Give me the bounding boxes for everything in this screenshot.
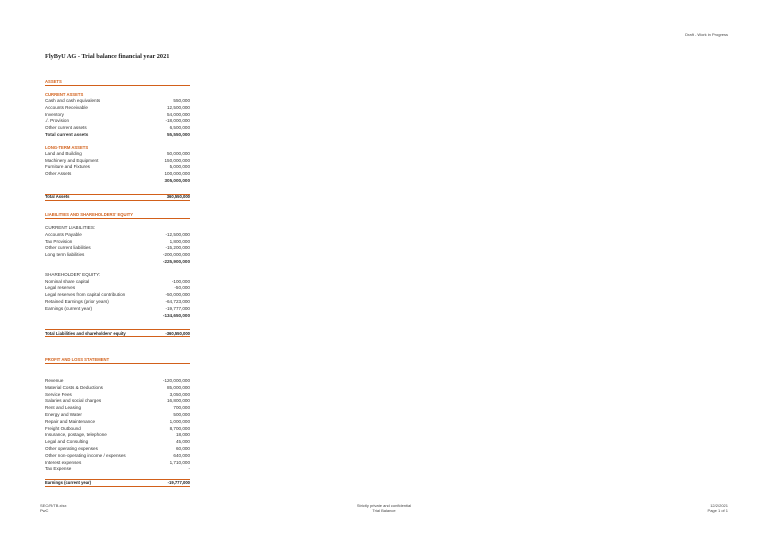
line-item-row: [45, 151, 190, 158]
line-item-row: [45, 299, 190, 306]
current-assets-list: [45, 98, 190, 132]
line-item-row: [45, 432, 190, 439]
line-item-value: -50,000: [174, 285, 190, 291]
line-item-value: 12,500,000: [167, 104, 190, 110]
line-item-value: -100,000: [171, 278, 190, 284]
current-liabilities-list: [45, 232, 190, 259]
line-item-value: -18,000,000: [165, 118, 190, 124]
line-item-label: Tax Provision: [45, 238, 73, 244]
line-item-row: [45, 306, 190, 313]
line-item-label: Material Costs & Deductions: [45, 384, 103, 390]
total-equity-row: -134,650,000: [162, 312, 190, 318]
line-item-value: -50,000,000: [165, 292, 190, 298]
line-item-row: [45, 239, 190, 246]
shareholder-equity-heading: SHAREHOLDER' EQUITY:: [45, 271, 101, 277]
footer-right: [708, 503, 728, 513]
line-item-value: 640,000: [173, 452, 190, 458]
line-item-row: [45, 446, 190, 453]
line-item-label: Legal and Consulting: [45, 439, 89, 445]
line-item-row: [45, 460, 190, 467]
footer-date: 12/2/2021: [710, 503, 728, 508]
line-item-label: Nominal share capital: [45, 278, 90, 284]
line-item-label: Accounts Receivable: [45, 104, 88, 110]
line-item-row: [45, 118, 190, 125]
line-item-label: Machinery and Equipment: [45, 157, 99, 163]
line-item-label: Furniture and Fixtures: [45, 164, 90, 170]
line-item-value: 5,000,000: [169, 164, 190, 170]
line-item-label: Salaries and social charges: [45, 398, 102, 404]
long-term-assets-list: [45, 151, 190, 178]
line-item-row: [45, 125, 190, 132]
line-item-row: [45, 279, 190, 286]
line-item-value: 150,000,000: [164, 157, 190, 163]
line-item-label: Interest expenses: [45, 459, 82, 465]
line-item-row: [45, 98, 190, 105]
line-item-row: [45, 164, 190, 171]
line-item-value: 1,000,000: [169, 418, 190, 424]
liabilities-heading: LIABILITIES AND SHAREHOLDERS' EQUITY: [45, 212, 190, 219]
line-item-row: [45, 158, 190, 165]
current-liabilities-heading: CURRENT LIABILITIES:: [45, 225, 96, 230]
line-item-label: Legal reserves from capital contribution: [45, 292, 126, 298]
line-item-label: Inventory: [45, 111, 64, 117]
pnl-section: [45, 357, 190, 473]
line-item-value: -19,777,000: [165, 305, 190, 311]
total-liabilities-divider: [45, 328, 190, 330]
pnl-list: [45, 378, 190, 473]
current-assets-heading: CURRENT ASSETS: [45, 92, 84, 97]
line-item-value: 1,710,000: [169, 459, 190, 465]
document-title: FlyByU AG - Trial balance financial year 2021: [45, 53, 170, 60]
line-item-row: [45, 285, 190, 292]
line-item-value: 60,000: [175, 445, 190, 451]
footer-center: [334, 503, 434, 513]
footer-confidentiality: Strictly private and confidential: [356, 503, 412, 508]
total-liabilities-row: Total Liabilities and shareholders' equity -360,550,000: [45, 331, 190, 336]
total-long-term-assets-row: 305,000,000: [164, 177, 190, 183]
line-item-row: [45, 171, 190, 178]
line-item-value: 100,000,000: [164, 171, 190, 177]
line-item-row: [45, 378, 190, 385]
line-item-label: Freight Outbound: [45, 425, 81, 431]
footer-page-number: Page 1 of 1: [707, 508, 728, 513]
line-item-label: Tax Expense: [45, 466, 72, 472]
liabilities-section: [45, 212, 190, 319]
line-item-label: Insurance, postage, telephone: [45, 432, 107, 438]
earnings-row: Earnings (current year) -19,777,000: [45, 480, 190, 485]
line-item-label: Land and Building: [45, 150, 82, 156]
line-item-value: -200,000,000: [162, 252, 190, 258]
line-item-row: [45, 385, 190, 392]
pnl-heading: PROFIT AND LOSS STATEMENT: [45, 357, 190, 364]
line-item-label: Accounts Payable: [45, 231, 82, 237]
shareholder-equity-list: [45, 279, 190, 313]
line-item-value: 45,000: [175, 439, 190, 445]
line-item-row: [45, 112, 190, 119]
line-item-value: 3,050,000: [169, 391, 190, 397]
line-item-value: 18,000: [175, 432, 190, 438]
line-item-value: 54,000,000: [167, 111, 190, 117]
line-item-label: Legal reserves: [45, 285, 76, 291]
line-item-value: 500,000: [173, 411, 190, 417]
total-current-assets-row: Total current assets 55,550,000: [45, 131, 190, 137]
line-item-label: Energy and Water: [45, 411, 82, 417]
line-item-value: -64,723,000: [165, 298, 190, 304]
footer-company: PwC: [40, 508, 49, 513]
line-item-label: Repair and Maintenance: [45, 418, 96, 424]
line-item-label: Other operating expenses: [45, 445, 98, 451]
line-item-value: -15,200,000: [165, 245, 190, 251]
line-item-label: Revenue: [45, 378, 64, 383]
line-item-value: 550,000: [173, 98, 190, 103]
total-current-liabilities-row: -225,900,000: [162, 258, 190, 264]
line-item-value: 700,000: [173, 405, 190, 411]
assets-section: [45, 79, 190, 185]
line-item-value: 6,500,000: [169, 125, 190, 131]
line-item-row: [45, 439, 190, 446]
line-item-label: Service Fees: [45, 391, 72, 397]
line-item-value: 50,000,000: [167, 150, 190, 156]
footer-left: [40, 503, 66, 513]
line-item-row: [45, 245, 190, 252]
line-item-row: [45, 426, 190, 433]
line-item-row: [45, 398, 190, 405]
line-item-label: Retained Earnings (prior years): [45, 298, 109, 304]
line-item-value: 85,000,000: [167, 384, 190, 390]
line-item-value: 16,800,000: [167, 398, 190, 404]
line-item-row: [45, 292, 190, 299]
line-item-row: [45, 105, 190, 112]
line-item-row: [45, 412, 190, 419]
line-item-label: Other Assets: [45, 171, 72, 177]
line-item-label: Cash and cash equivalents: [45, 98, 101, 103]
line-item-row: [45, 405, 190, 412]
line-item-row: [45, 232, 190, 239]
line-item-row: [45, 419, 190, 426]
line-item-label: Other current liabilities: [45, 245, 91, 251]
footer-filename: SEC/R/TB.xlsx: [40, 503, 67, 508]
line-item-label: ./. Provision: [45, 118, 69, 124]
line-item-row: [45, 466, 190, 473]
line-item-value: 1,800,000: [169, 238, 190, 244]
line-item-row: [45, 252, 190, 259]
line-item-label: Other current assets: [45, 125, 87, 131]
line-item-label: Other non-operating income / expenses: [45, 452, 126, 458]
footer-doc-name: Trial Balance: [372, 508, 396, 513]
line-item-label: Long term liabilities: [45, 252, 85, 258]
line-item-value: 8,700,000: [169, 425, 190, 431]
long-term-assets-heading: LONG-TERM ASSETS: [45, 144, 89, 150]
line-item-label: Earnings (current year): [45, 305, 92, 311]
line-item-row: [45, 392, 190, 399]
line-item-label: Rent and Leasing: [45, 405, 82, 411]
total-assets-row: Total Assets 360,550,000: [45, 194, 190, 199]
draft-status-label: Draft - Work in Progress: [685, 32, 728, 37]
line-item-row: [45, 453, 190, 460]
assets-heading: ASSETS: [45, 79, 190, 86]
line-item-value: -120,000,000: [162, 378, 190, 383]
line-item-value: -: [188, 466, 190, 472]
line-item-value: -12,500,000: [165, 231, 190, 237]
